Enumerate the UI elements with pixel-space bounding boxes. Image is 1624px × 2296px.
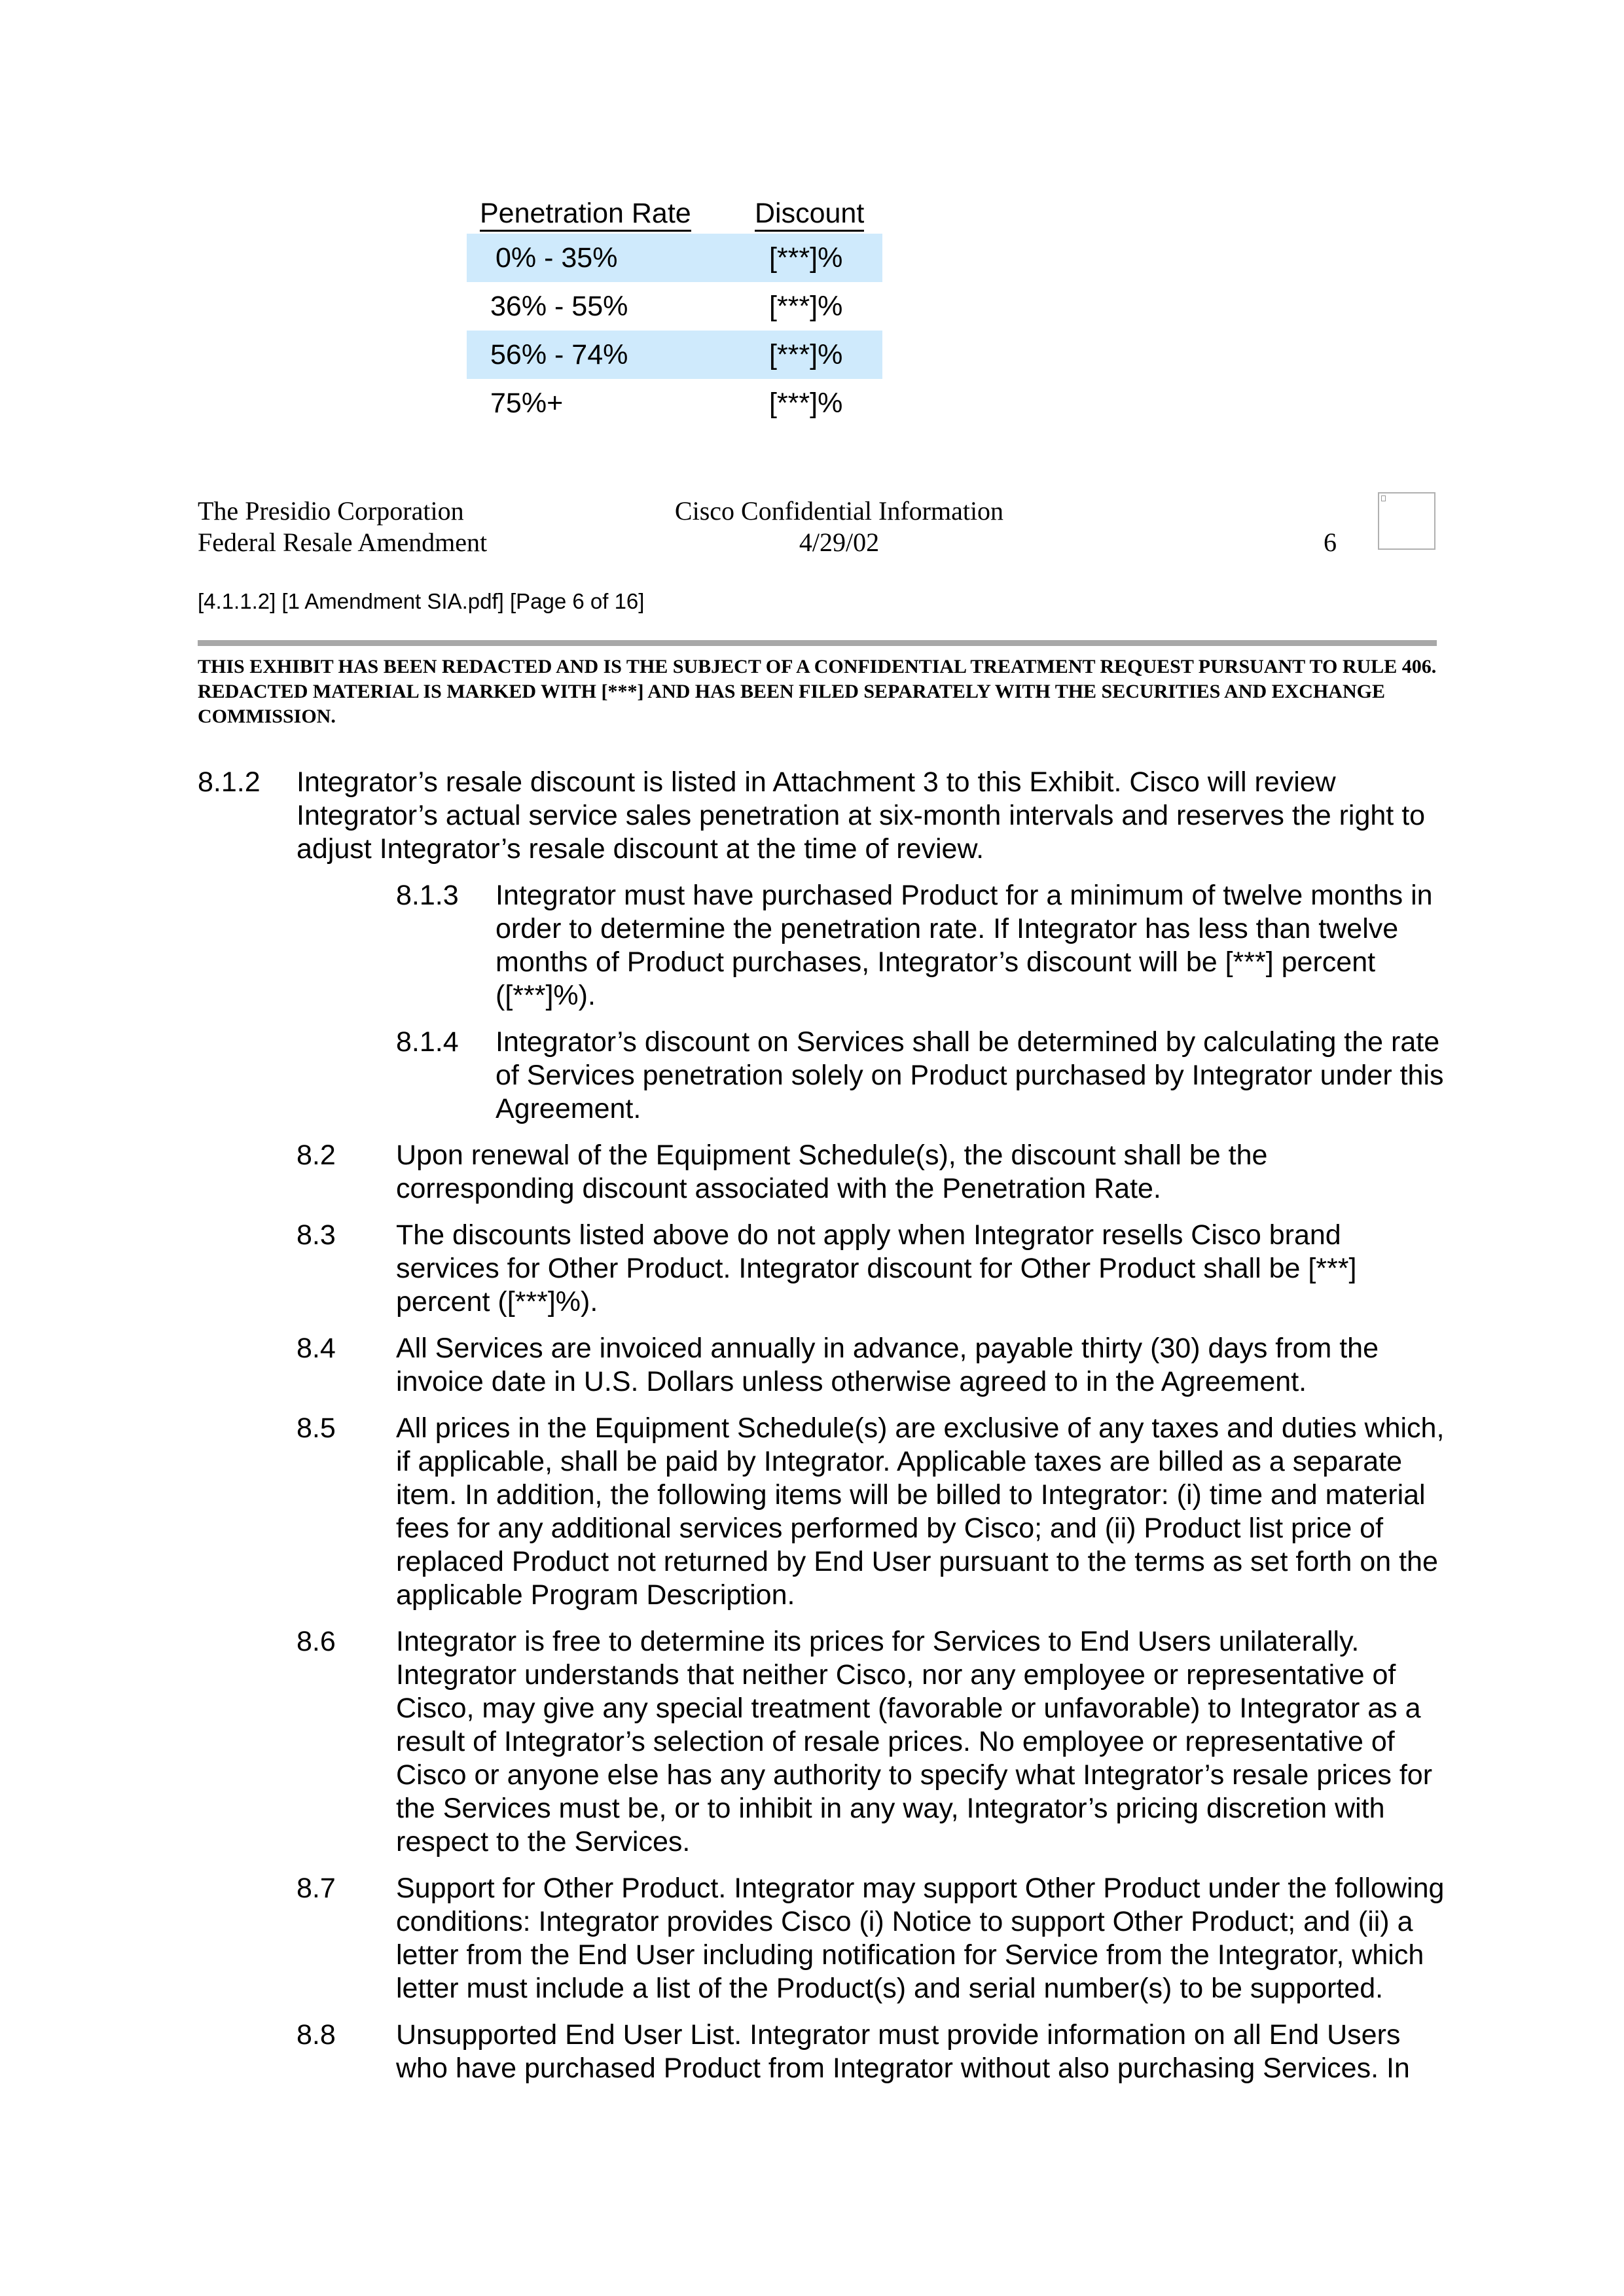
footer-center (669, 495, 1009, 558)
clause-8-1-3 (0, 879, 1624, 1013)
clause-8-7 (0, 1872, 1624, 2005)
clause-number: 8.6 (297, 1626, 336, 1657)
clause-number: 8.3 (297, 1219, 336, 1251)
clause-number: 8.5 (297, 1412, 336, 1444)
table-row (467, 331, 882, 379)
clause-number: 8.1.2 (198, 766, 261, 798)
clause-text: Upon renewal of the Equipment Schedule(s), the discount shall be the corresponding discount associated with the Penetration Rate. (396, 1139, 1268, 1204)
header-penetration-rate: Penetration Rate (480, 198, 691, 232)
clause-8-1-4 (0, 1026, 1624, 1126)
clause-text: Integrator’s discount on Services shall be determined by calculating the rate of Services penetration solely on Product purchased by Integrator under this Agreement. (496, 1026, 1444, 1124)
rate-cell: 0% - 35% (496, 242, 618, 274)
clause-text: Integrator must have purchased Product for a minimum of twelve months in order to determine the penetration rate. If Integrator has less than twelve months of Product purchases, Integrator’s discount will be [***] percent ([***]%). (496, 880, 1433, 1011)
clause-text: All Services are invoiced annually in advance, payable thirty (30) days from the invoice date in U.S. Dollars unless otherwise agreed to in the Agreement. (396, 1333, 1379, 1397)
clause-8-3 (0, 1219, 1624, 1319)
clause-text: The discounts listed above do not apply when Integrator resells Cisco brand services for Other Product. Integrator discount for Other Product shall be [***] percent ([***]%). (396, 1219, 1357, 1318)
footer-doc-name: Federal Resale Amendment (198, 528, 488, 557)
clause-text: Unsupported End User List. Integrator must provide information on all End Users who have purchased Product from Integrator without also purchasing Services. In (396, 2019, 1410, 2084)
penetration-rate-table (467, 193, 886, 427)
clause-number: 8.8 (297, 2019, 336, 2051)
rate-cell: 36% - 55% (490, 291, 628, 322)
footer-date: 4/29/02 (799, 528, 880, 557)
clause-8-6 (0, 1625, 1624, 1859)
image-placeholder-icon (1378, 492, 1435, 550)
clause-8-4 (0, 1332, 1624, 1399)
footer-left (198, 495, 487, 558)
discount-cell: [***]% (769, 387, 843, 419)
footer-confidential: Cisco Confidential Information (674, 496, 1004, 526)
discount-cell: [***]% (769, 339, 843, 370)
clause-number: 8.7 (297, 1873, 336, 1904)
table-row (467, 282, 882, 331)
rate-cell: 56% - 74% (490, 339, 628, 370)
redaction-notice: THIS EXHIBIT HAS BEEN REDACTED AND IS THE SUBJECT OF A CONFIDENTIAL TREATMENT REQUEST PURSUANT TO RULE 406. REDACTED MATERIAL IS MARKED WITH [***] AND HAS BEEN FILED SEPARATELY WITH THE SECURITIES AND EXCHANGE COMMISSION. (198, 656, 1437, 727)
clause-text: Support for Other Product. Integrator may support Other Product under the following conditions: Integrator provides Cisco (i) Notice to support Other Product; and (ii) a letter from the End User including notification for Service from the Integrator, which letter must include a list of the Product(s) and serial number(s) to be supported. (396, 1873, 1445, 2004)
clause-text: Integrator is free to determine its prices for Services to End Users unilaterally. Integrator understands that neither Cisco, nor any employee or representative of Cisco, may give any special treatment (favorable or unfavorable) to Integrator as a result of Integrator’s selection of resale prices. No employee or representative of Cisco or anyone else has any authority to specify what Integrator’s resale prices for the Services must be, or to inhibit in any way, Integrator’s pricing discretion with respect to the Services. (396, 1626, 1433, 1857)
footer-page-number: 6 (1324, 528, 1337, 557)
clause-text: Integrator’s resale discount is listed in Attachment 3 to this Exhibit. Cisco will review Integrator’s actual service sales penetration at six-month intervals and reserves the right to adjust Integrator’s resale discount at the time of review. (297, 766, 1426, 865)
footer-company: The Presidio Corporation (198, 496, 464, 526)
clause-number: 8.1.3 (396, 880, 459, 911)
table-row (467, 379, 882, 427)
clause-number: 8.1.4 (396, 1026, 459, 1058)
page-reference: [4.1.1.2] [1 Amendment SIA.pdf] [Page 6 of 16] (198, 589, 645, 613)
clause-8-1-2 (0, 766, 1624, 866)
discount-cell: [***]% (769, 291, 843, 322)
divider (198, 640, 1437, 646)
clause-number: 8.4 (297, 1333, 336, 1364)
discount-cell: [***]% (769, 242, 843, 274)
table-header (467, 193, 886, 234)
clause-text: All prices in the Equipment Schedule(s) are exclusive of any taxes and duties which, if applicable, shall be paid by Integrator. Applicable taxes are billed as a separate item. In addition, the following items will be billed to Integrator: (i) time and material fees for any additional services performed by Cisco; and (ii) Product list price of replaced Product not returned by End User pursuant to the terms as set forth on the applicable Program Description. (396, 1412, 1445, 1611)
clause-8-5 (0, 1412, 1624, 1612)
clause-list (0, 766, 1624, 2098)
table-row (467, 234, 882, 282)
header-discount: Discount (755, 198, 864, 232)
clause-number: 8.2 (297, 1139, 336, 1171)
rate-cell: 75%+ (490, 387, 564, 419)
clause-8-2 (0, 1139, 1624, 1206)
clause-8-8 (0, 2018, 1624, 2085)
